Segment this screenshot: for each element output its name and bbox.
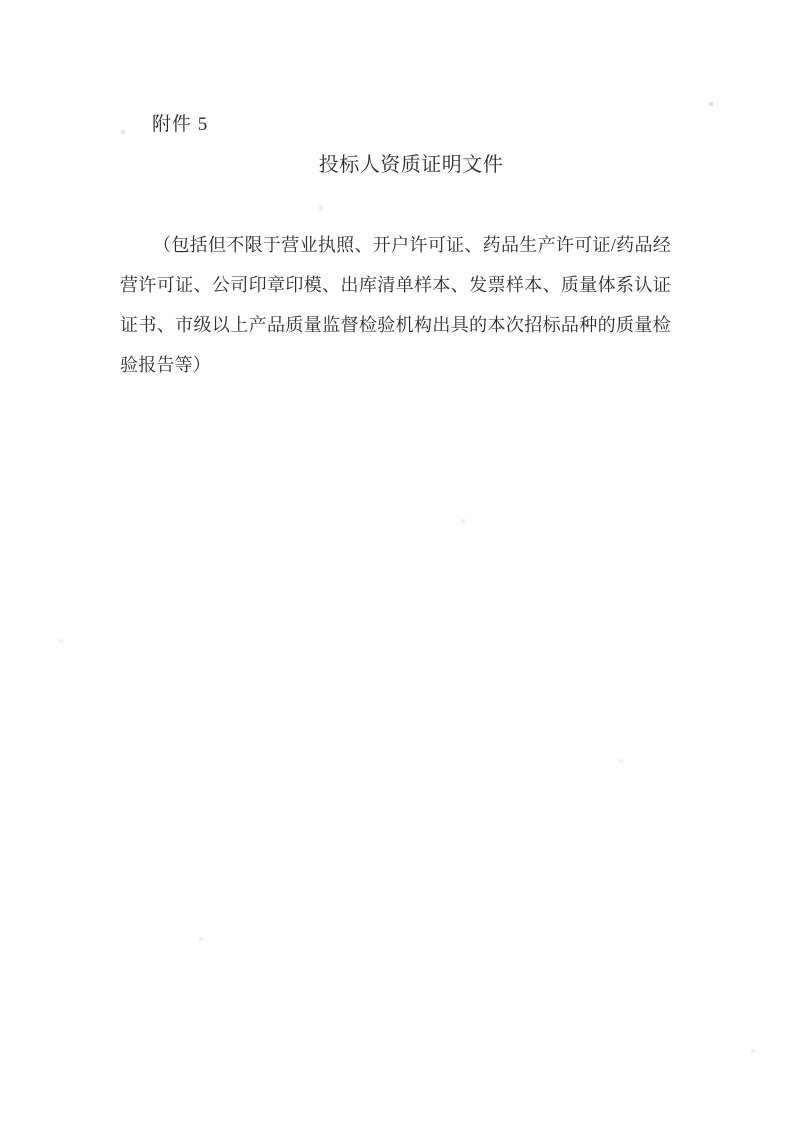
attachment-label: 附件 5: [152, 114, 209, 135]
qualification-documents-paragraph: （包括但不限于营业执照、开户许可证、药品生产许可证/药品经营许可证、公司印章印模、出库清单样本、发票样本、质量体系认证证书、市级以上产品质量监督检验机构出具的本次招标品种的质量检验报告等）: [120, 235, 671, 375]
document-title: 投标人资质证明文件: [318, 154, 504, 176]
scan-noise-speckles: [0, 0, 2, 2]
